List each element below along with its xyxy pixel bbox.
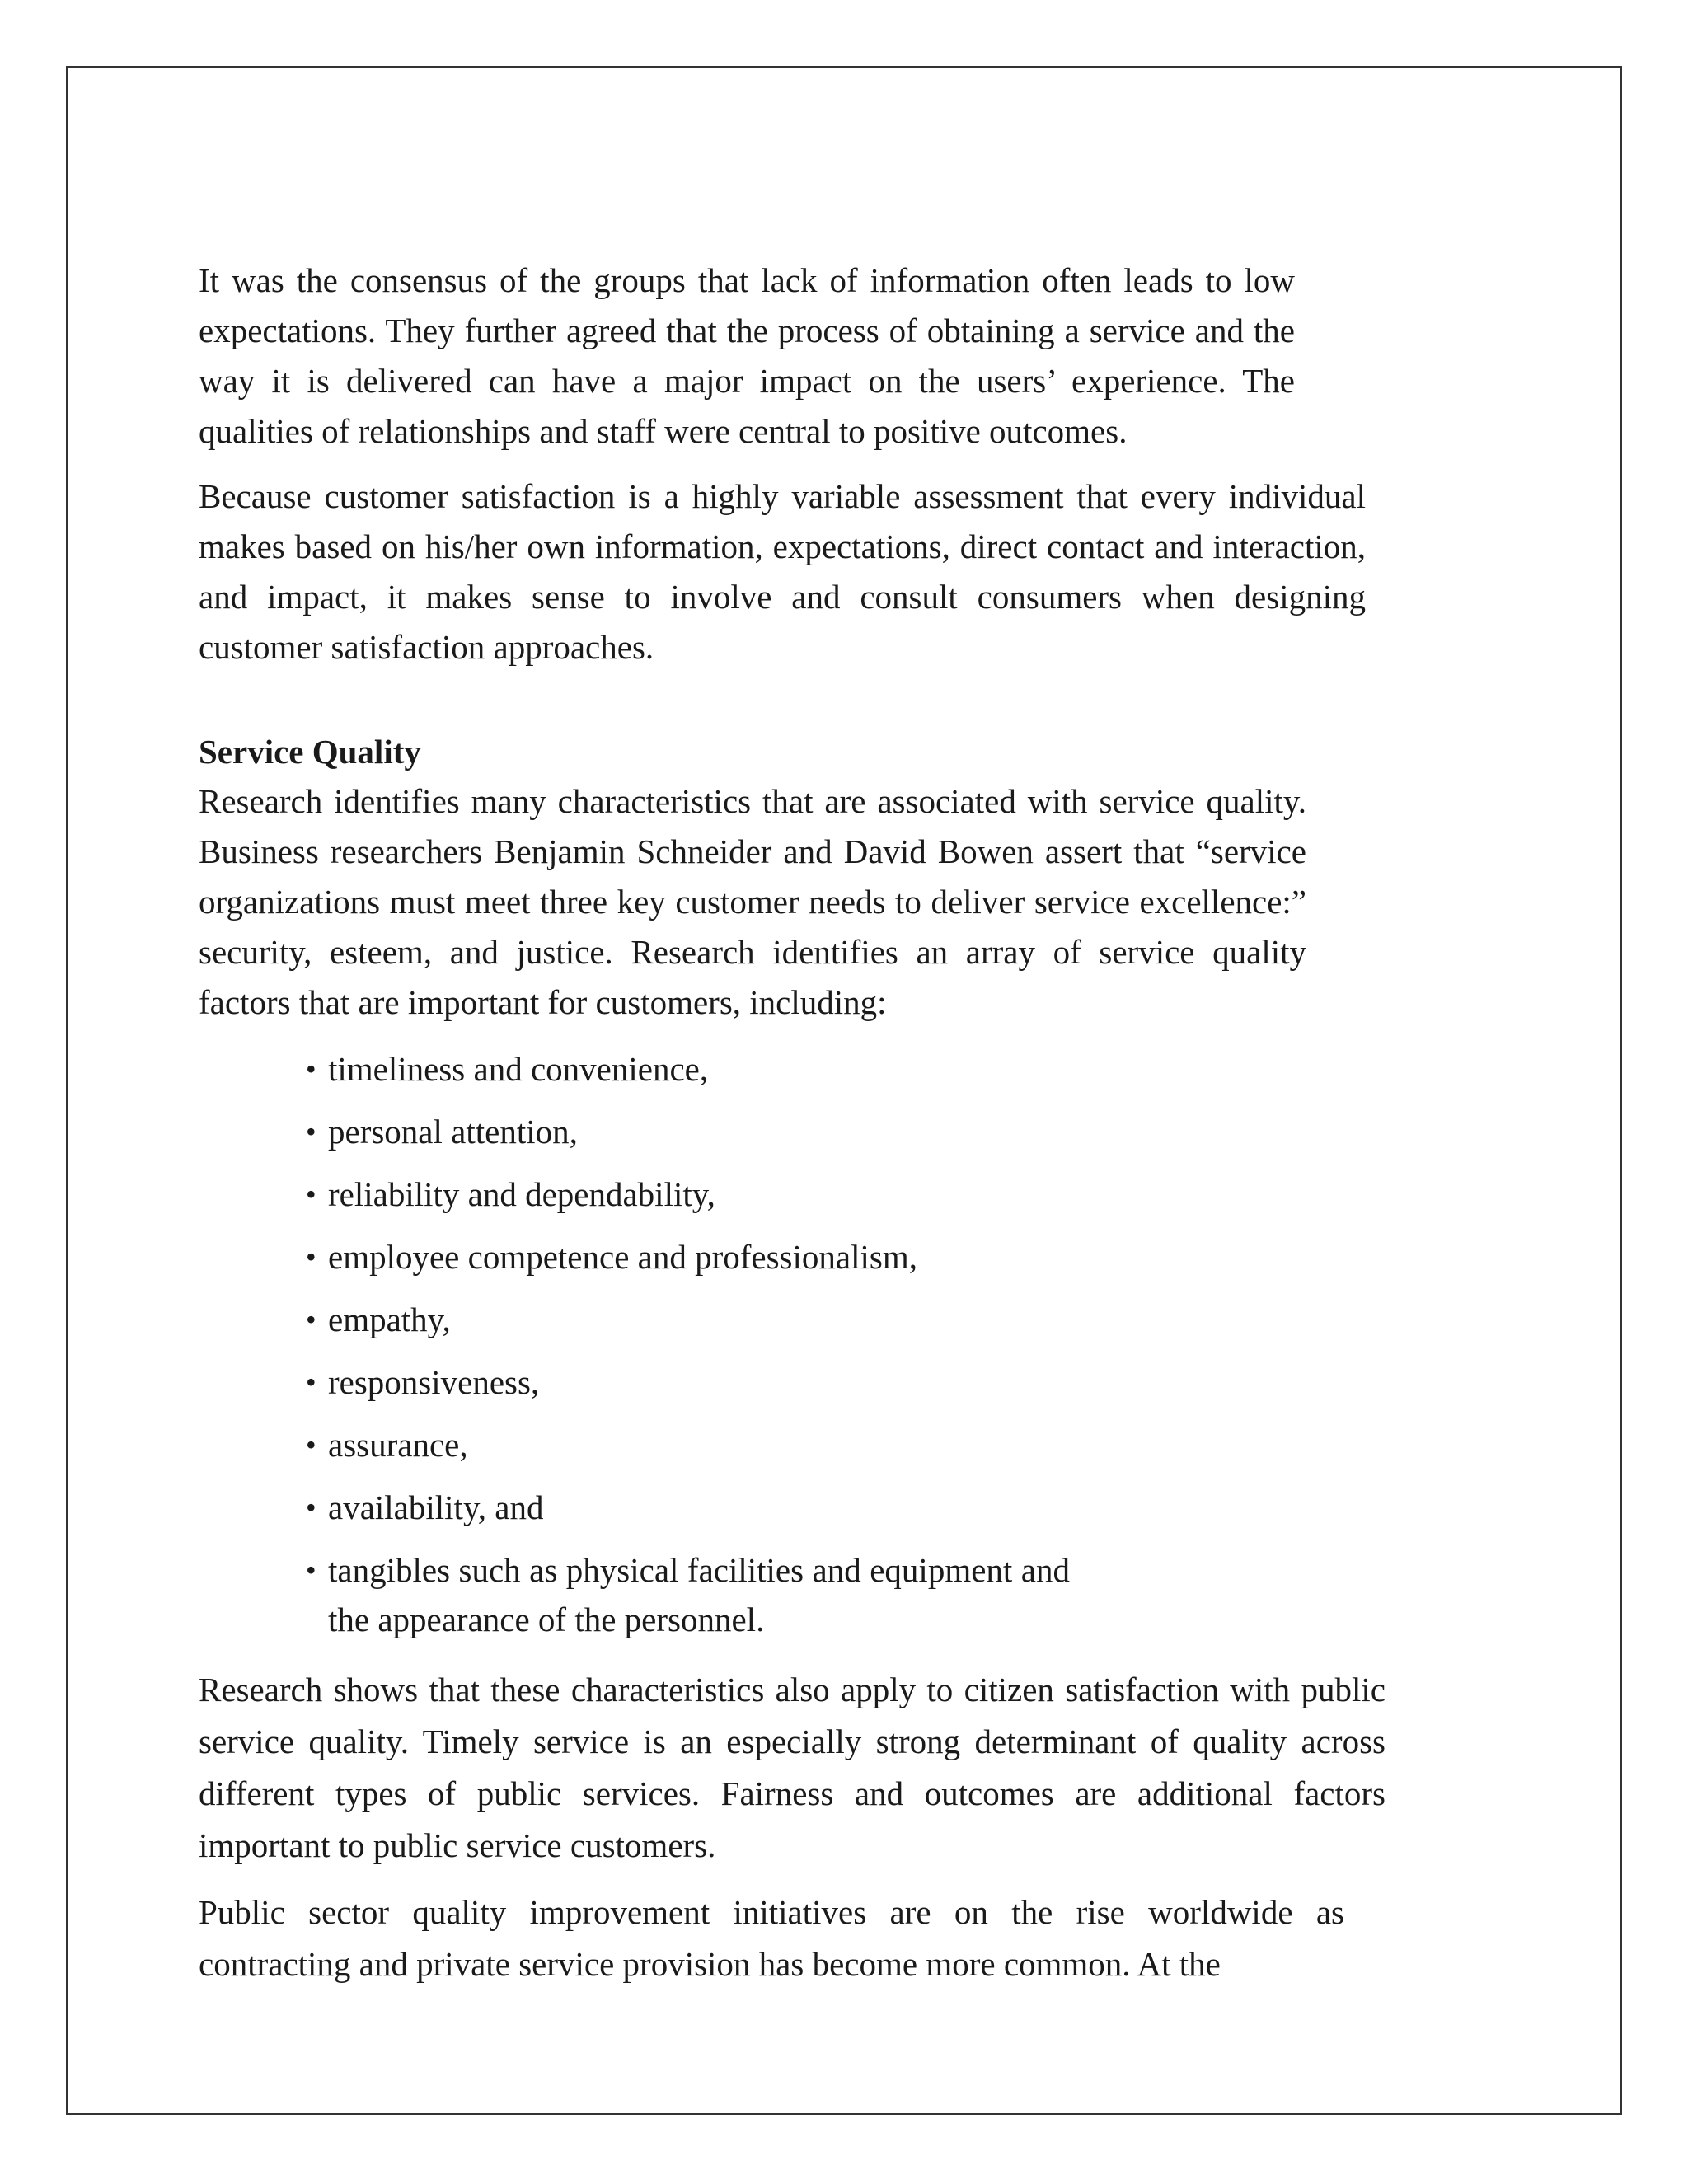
list-item [306, 1483, 1122, 1532]
list-item-text: tangibles such as physical facilities and equipment and the appearance of the personnel. [328, 1551, 1070, 1638]
bullet-icon: • [306, 1303, 316, 1336]
list-item-text: reliability and dependability, [328, 1175, 715, 1213]
paragraph-citizen-satisfaction: Research shows that these characteristics also apply to citizen satisfaction with public service quality. Timely service is an especially strong determinant of quality across different types of public services. Fairness and outcomes are additional factors important to public service customers. [199, 1671, 1386, 1864]
bullet-icon: • [306, 1491, 316, 1524]
list-item-text: personal attention, [328, 1113, 578, 1151]
list-item-text: responsiveness, [328, 1363, 540, 1401]
paragraph-public-sector-initiatives: Public sector quality improvement initiatives are on the rise worldwide as contracting and private service provision has become more common. At the [199, 1893, 1344, 1983]
paragraph-consensus: It was the consensus of the groups that lack of information often leads to low expectations. They further agreed that the process of obtaining a service and the way it is delivered can have a major impact on the users’ experience. The qualities of relationships and staff were central to positive outcomes. [199, 261, 1295, 450]
bullet-icon: • [306, 1554, 316, 1586]
list-item [306, 1169, 1122, 1219]
list-item-text: assurance, [328, 1426, 468, 1464]
list-item-text: availability, and [328, 1488, 544, 1526]
paragraph-service-quality-intro: Research identifies many characteristics that are associated with service quality. Business researchers Benjamin Schneider and David Bowen assert that “service organizations must meet three key customer needs to deliver service excellence:” security, esteem, and justice. Research identifies an array of service quality factors that are important for customers, including: [199, 782, 1306, 1021]
page-body [199, 255, 1386, 1990]
bullet-icon: • [306, 1366, 316, 1399]
list-item [306, 1295, 1122, 1344]
section-heading: Service Quality [199, 733, 421, 771]
list-item [306, 1107, 1122, 1156]
list-item [306, 1357, 1122, 1407]
list-item [306, 1545, 1070, 1644]
list-item-text: empathy, [328, 1301, 451, 1338]
bullet-icon: • [306, 1240, 316, 1273]
service-quality-factor-list [199, 1044, 1122, 1644]
paragraph-customer-satisfaction: Because customer satisfaction is a highly variable assessment that every individual makes based on his/her own information, expectations, direct contact and interaction, and impact, it makes sense to involve and consult consumers when designing customer satisfaction approaches. [199, 477, 1366, 666]
list-item-text: employee competence and professionalism, [328, 1238, 917, 1276]
bullet-icon: • [306, 1115, 316, 1148]
list-item [306, 1232, 1122, 1282]
list-item [306, 1420, 1122, 1469]
list-item [306, 1044, 1122, 1094]
bullet-icon: • [306, 1052, 316, 1085]
bullet-icon: • [306, 1178, 316, 1211]
list-item-text: timeliness and convenience, [328, 1050, 709, 1088]
bullet-icon: • [306, 1428, 316, 1461]
